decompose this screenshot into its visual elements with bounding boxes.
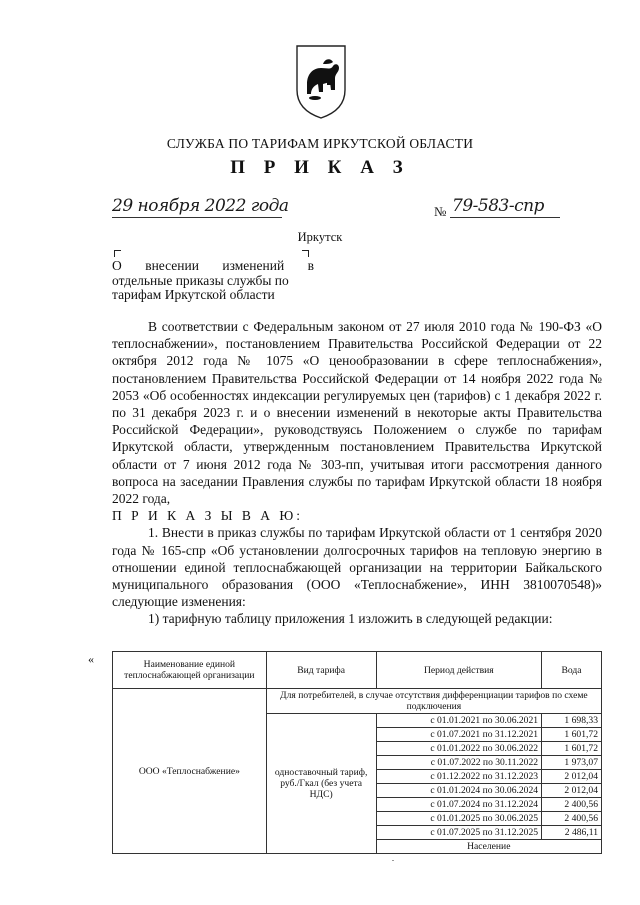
coat-of-arms-emblem — [293, 44, 349, 120]
preamble-paragraph: В соответствии с Федеральным законом от 27 июля 2010 года № 190-ФЗ «О теплоснабжении», постановлением Правительства Российской Федерации от 22 октября 2012 года № 1075 «О ценообразовании в сфере теплоснабжения», постановлением Правительства Российской Федерации от 14 ноября 2022 года № 2053 «Об особенностях индексации регулируемых цен (тарифов) с 1 декабря 2022 г. по 31 декабря 2023 г. и о внесении изменений в некоторые акты Правительства Российской Федерации», руководствуясь Положением о службе по тарифам Иркутской области, утвержденным постановлением Правительства Иркутской области от 7 июня 2012 года № 303-пп, учитывая итоги рассмотрения данного вопроса на заседании Правления службы по тарифам Иркутской области 18 ноября 2022 года, — [112, 319, 602, 507]
period-cell: с 01.07.2024 по 31.12.2024 — [376, 798, 542, 812]
value-cell: 2 400,56 — [542, 812, 602, 826]
value-cell: 1 601,72 — [542, 742, 602, 756]
subject-line-2: отдельные приказы службы по — [112, 272, 289, 288]
period-cell: с 01.01.2024 по 30.06.2024 — [376, 784, 542, 798]
header-tariff-type: Вид тарифа — [266, 652, 376, 689]
period-cell: с 01.07.2025 по 31.12.2025 — [376, 826, 542, 840]
period-cell: с 01.07.2022 по 30.11.2022 — [376, 756, 542, 770]
section-consumers: Для потребителей, в случае отсутствия дифференциации тарифов по схеме подключения — [266, 689, 601, 714]
handwritten-number: 79-583-спр — [452, 196, 544, 216]
org-name-cell: ООО «Теплоснабжение» — [113, 689, 267, 854]
scan-speck — [392, 860, 394, 861]
document-subject — [112, 259, 314, 303]
header-org: Наименование единой теплоснабжающей организации — [113, 652, 267, 689]
period-cell: с 01.01.2021 по 30.06.2021 — [376, 714, 542, 728]
document-type-title: П Р И К А З — [230, 157, 410, 178]
subject-corner-left — [114, 250, 121, 257]
header-period: Период действия — [376, 652, 542, 689]
subject-line-3: тарифам Иркутской области — [112, 287, 275, 302]
table-open-quote: « — [88, 652, 94, 666]
agency-name: СЛУЖБА ПО ТАРИФАМ ИРКУТСКОЙ ОБЛАСТИ — [166, 136, 474, 151]
table-header-row — [113, 652, 602, 689]
document-body — [112, 318, 602, 628]
period-cell: с 01.01.2025 по 30.06.2025 — [376, 812, 542, 826]
table-row — [113, 689, 602, 714]
subject-corner-right — [302, 250, 309, 257]
item-1-subitem-1: 1) тарифную таблицу приложения 1 изложить в следующей редакции: — [148, 611, 553, 627]
value-cell: 2 012,04 — [542, 784, 602, 798]
number-underline — [450, 217, 560, 218]
value-cell: 1 601,72 — [542, 728, 602, 742]
value-cell: 2 486,11 — [542, 826, 602, 840]
item-1-paragraph: 1. Внести в приказ службы по тарифам Иркутской области от 1 сентября 2020 года № 165-спр «Об установлении долгосрочных тарифов на тепловую энергию в отношении единой теплоснабжающей организации на территории Байкальского муниципального образования (ООО «Теплоснабжение», ИНН 3810070548)» следующие изменения: — [112, 525, 602, 610]
tariff-description: одноставочный тариф, руб./Гкал (без учета НДС) — [266, 714, 376, 854]
handwritten-date: 29 ноября 2022 года — [112, 196, 289, 216]
period-cell: с 01.12.2022 по 31.12.2023 — [376, 770, 542, 784]
value-cell: 2 012,04 — [542, 770, 602, 784]
period-cell: с 01.01.2022 по 30.06.2022 — [376, 742, 542, 756]
value-cell: 2 400,56 — [542, 798, 602, 812]
number-label: № — [434, 204, 447, 219]
subject-line-1: О внесении изменений в — [112, 258, 314, 273]
date-underline — [112, 217, 282, 218]
section-population: Население — [376, 840, 601, 854]
tariff-table — [112, 651, 602, 854]
header-value: Вода — [542, 652, 602, 689]
value-cell: 1 973,07 — [542, 756, 602, 770]
city-name: Иркутск — [297, 230, 343, 244]
value-cell: 1 698,33 — [542, 714, 602, 728]
order-word: П Р И К А З Ы В А Ю: — [112, 508, 304, 524]
period-cell: с 01.07.2021 по 31.12.2021 — [376, 728, 542, 742]
